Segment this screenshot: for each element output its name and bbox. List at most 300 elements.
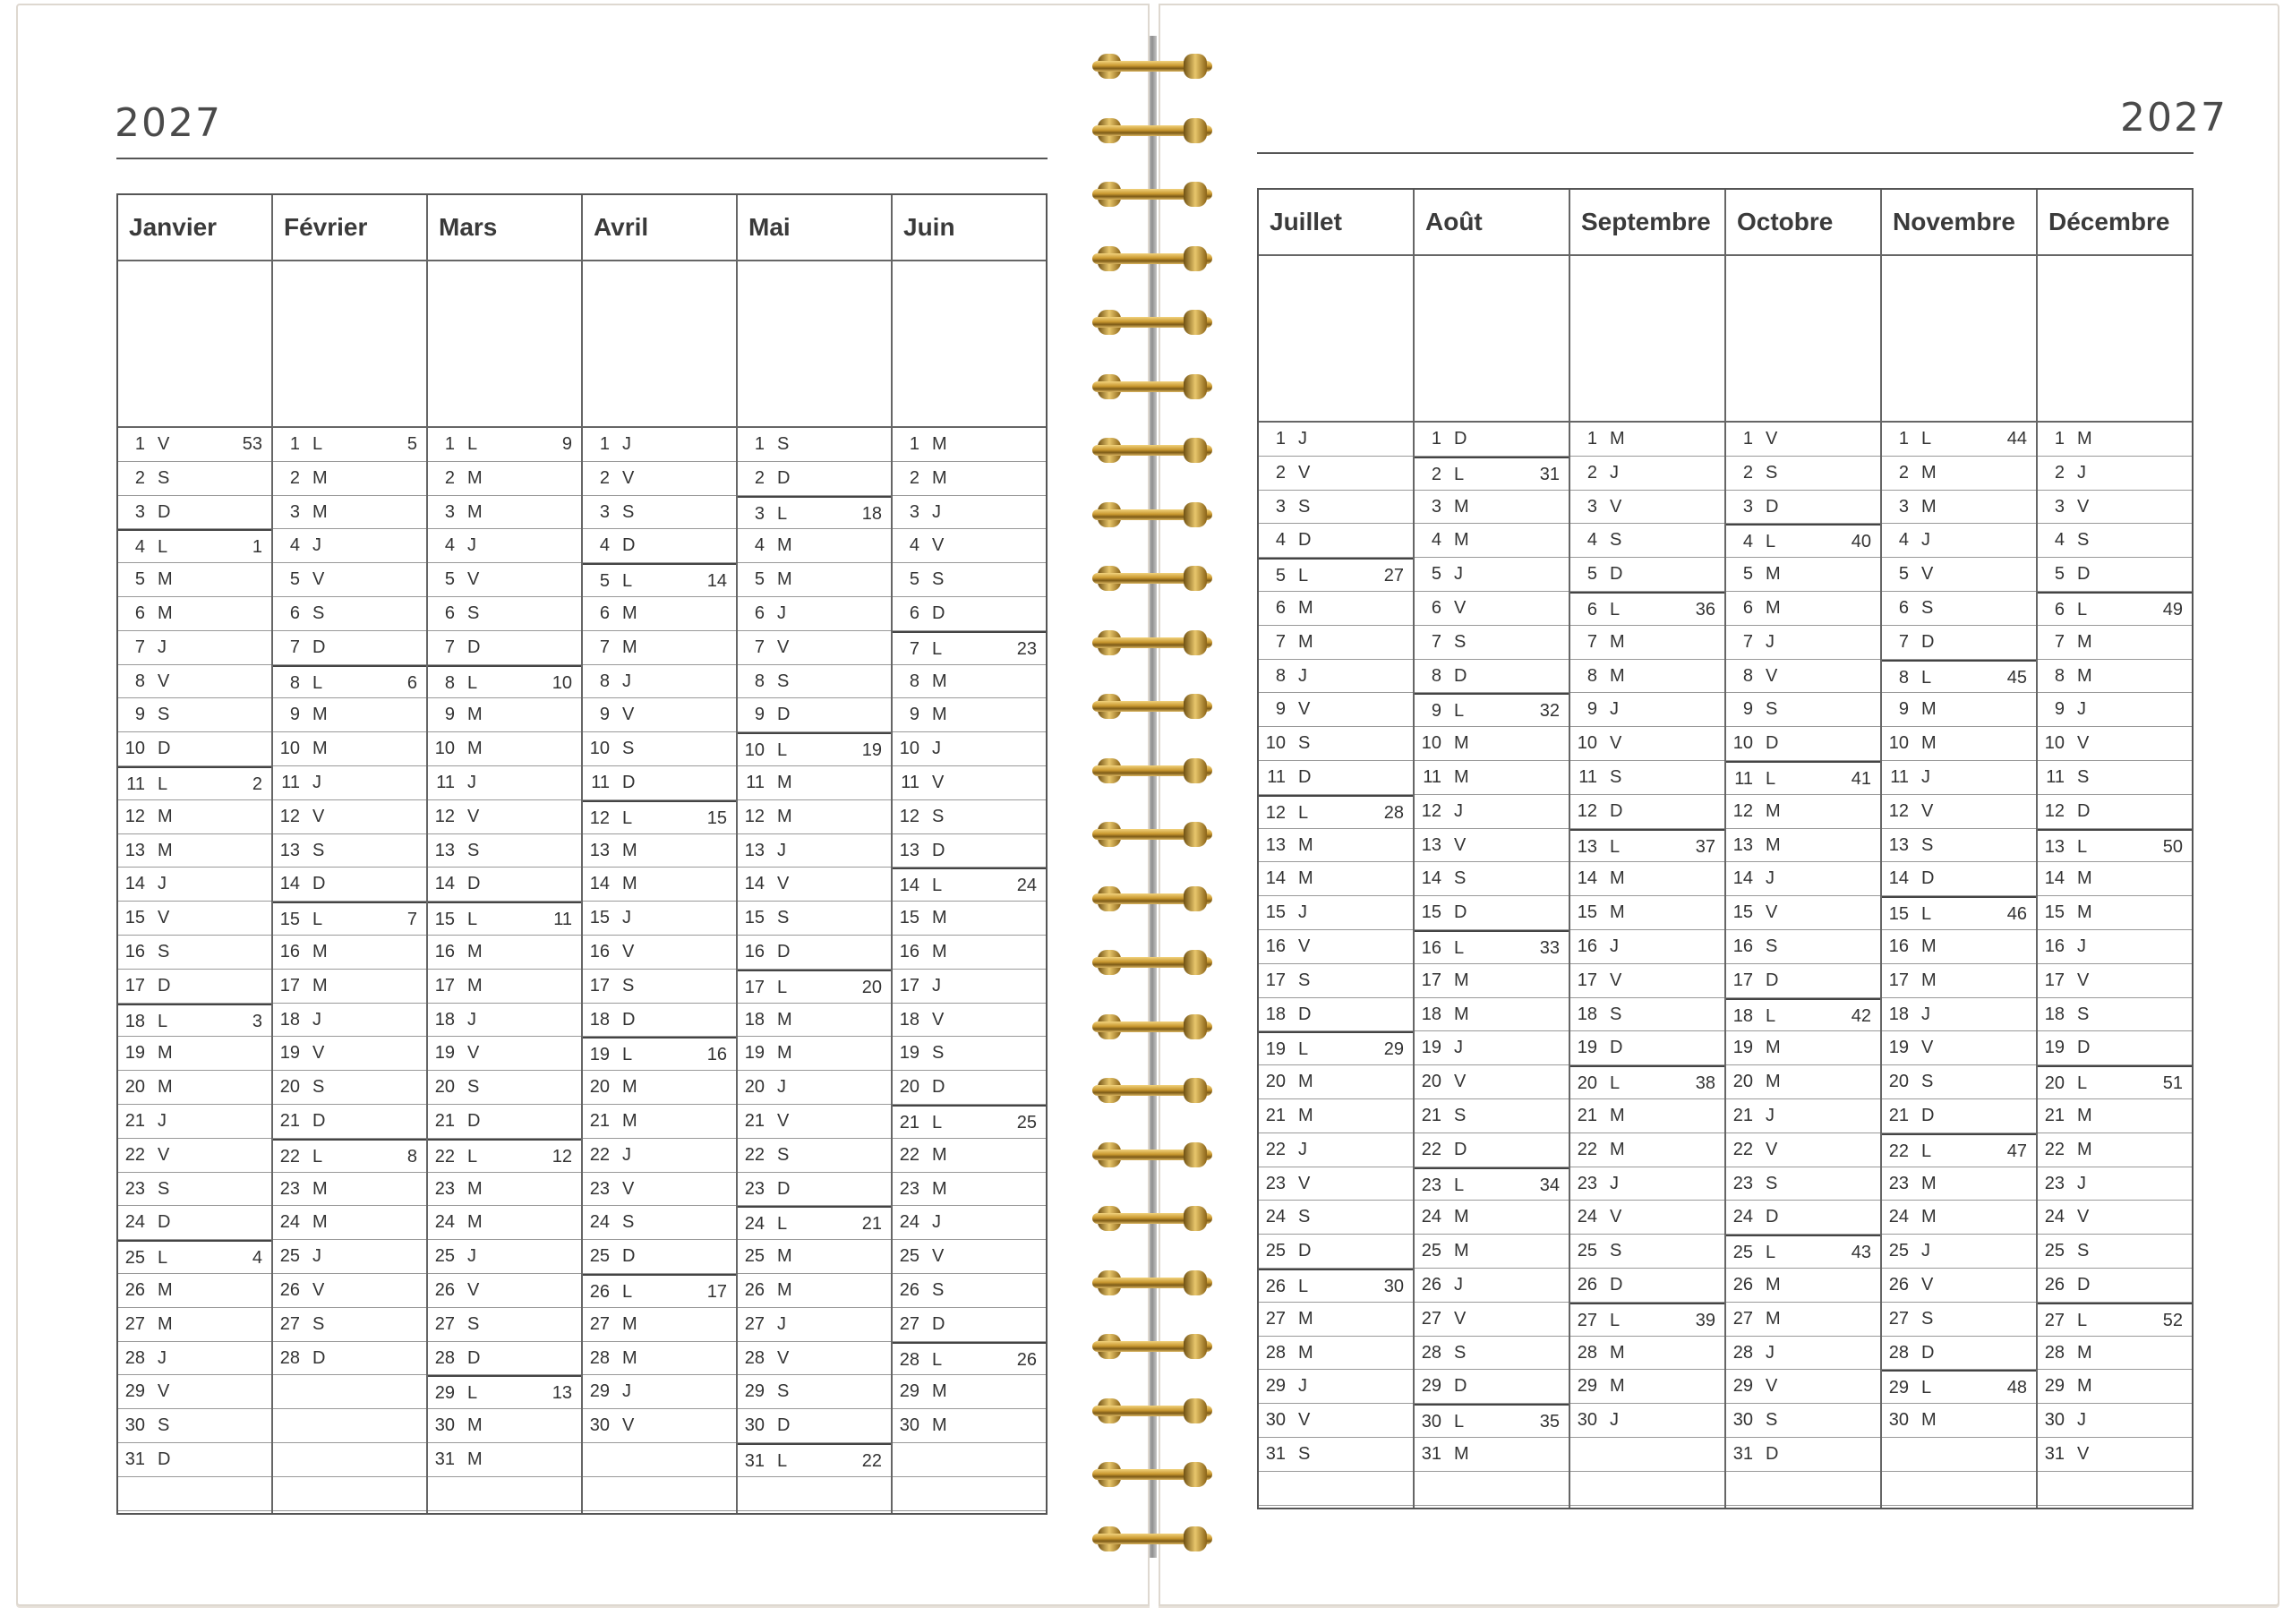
day-number: 3: [909, 501, 919, 522]
month-name: Octobre: [1726, 190, 1880, 256]
weekday-letter: L: [1921, 429, 1932, 449]
spiral-ring: [1092, 374, 1212, 399]
weekday-letter: S: [158, 467, 170, 488]
weekday-letter: D: [1298, 1004, 1312, 1024]
day-row: [118, 631, 271, 665]
day-number: 7: [1898, 631, 1909, 652]
day-row: [273, 868, 426, 902]
day-row: [1415, 1438, 1569, 1472]
day-row: [1882, 862, 2036, 896]
day-number: 3: [1431, 496, 1441, 517]
day-row: [118, 800, 271, 834]
month-name: Juin: [893, 195, 1046, 261]
weekday-letter: M: [1921, 733, 1937, 754]
weekday-letter: M: [1766, 1072, 1781, 1092]
day-row: [273, 902, 426, 936]
day-number: 1: [909, 434, 919, 454]
weekday-letter: M: [1921, 699, 1937, 720]
weekday-letter: L: [2077, 1073, 2088, 1094]
day-number: 9: [1275, 699, 1286, 720]
day-row: [1882, 1167, 2036, 1201]
day-number: 8: [599, 671, 610, 691]
weekday-letter: M: [777, 1043, 792, 1064]
weekday-letter: M: [1454, 766, 1469, 787]
day-number: 4: [1586, 530, 1597, 551]
week-number: 2: [252, 774, 262, 794]
day-row: [1570, 626, 1724, 660]
day-number: 29: [2044, 1376, 2065, 1397]
week-number: 52: [2162, 1310, 2183, 1330]
month-notes-area[interactable]: [2038, 256, 2192, 423]
day-row: [583, 1071, 736, 1105]
day-number: 24: [1265, 1207, 1286, 1227]
weekday-letter: L: [1454, 1175, 1465, 1195]
weekday-letter: S: [622, 501, 635, 522]
day-row: [1415, 896, 1569, 930]
weekday-letter: J: [1298, 1376, 1307, 1397]
day-row: [1259, 491, 1413, 525]
weekday-letter: V: [158, 434, 170, 454]
weekday-letter: D: [1766, 1443, 1779, 1464]
day-number: 10: [1732, 733, 1753, 754]
day-number: 17: [744, 977, 765, 997]
weekday-letter: M: [158, 1279, 173, 1300]
weekday-letter: M: [2077, 429, 2092, 449]
day-number: 24: [1577, 1207, 1597, 1227]
day-number: 16: [589, 941, 610, 962]
month-column: [1726, 190, 1882, 1508]
day-row: [583, 698, 736, 732]
day-row: [273, 834, 426, 868]
weekday-letter: M: [777, 772, 792, 792]
day-number: 21: [1732, 1105, 1753, 1125]
day-row: [2038, 660, 2192, 694]
weekday-letter: V: [777, 1347, 790, 1368]
weekday-letter: D: [932, 1313, 945, 1334]
day-number: 8: [1742, 665, 1753, 686]
day-row: [428, 1105, 581, 1139]
weekday-letter: M: [932, 941, 947, 962]
week-number: 48: [2006, 1378, 2027, 1398]
weekday-letter: L: [1610, 836, 1621, 857]
weekday-letter: D: [777, 705, 791, 725]
day-row: [893, 732, 1046, 766]
week-number: 34: [1539, 1175, 1560, 1195]
day-row: [118, 902, 271, 936]
day-number: 20: [279, 1077, 300, 1098]
month-name: Septembre: [1570, 190, 1724, 256]
day-number: 11: [1734, 768, 1753, 789]
weekday-letter: S: [1766, 1173, 1778, 1193]
day-row: [583, 1173, 736, 1207]
day-number: 1: [1586, 429, 1597, 449]
empty-row: [2038, 1472, 2192, 1506]
weekday-letter: D: [158, 1449, 171, 1469]
month-notes-area[interactable]: [273, 261, 426, 428]
day-number: 18: [2044, 1004, 2065, 1024]
day-number: 6: [909, 603, 919, 623]
month-column: [1570, 190, 1726, 1508]
day-row: [1570, 998, 1724, 1032]
day-row: [893, 496, 1046, 530]
day-row: [273, 800, 426, 834]
week-number: 4: [252, 1248, 262, 1269]
day-row: [428, 800, 581, 834]
day-number: 2: [134, 467, 145, 488]
weekday-letter: M: [777, 806, 792, 826]
day-number: 24: [1421, 1207, 1441, 1227]
day-row: [428, 428, 581, 462]
weekday-letter: J: [622, 671, 631, 691]
weekday-letter: V: [622, 1178, 635, 1199]
day-row: [273, 970, 426, 1004]
weekday-letter: V: [1298, 462, 1311, 483]
day-number: 3: [1586, 496, 1597, 517]
day-row: [1415, 1133, 1569, 1167]
weekday-letter: M: [932, 671, 947, 691]
day-number: 4: [2054, 530, 2065, 551]
day-number: 30: [2044, 1410, 2065, 1431]
day-row: [583, 428, 736, 462]
weekday-letter: M: [1766, 597, 1781, 618]
weekday-letter: M: [312, 1178, 328, 1199]
day-row: [118, 1308, 271, 1342]
day-row: [1882, 1133, 2036, 1167]
day-number: 16: [279, 941, 300, 962]
day-number: 13: [589, 840, 610, 860]
day-row: [1882, 795, 2036, 829]
day-number: 8: [289, 672, 300, 693]
weekday-letter: D: [158, 739, 171, 759]
day-row: [1415, 829, 1569, 863]
year-underline-left: [116, 158, 1048, 159]
weekday-letter: S: [1454, 868, 1467, 889]
week-number: 32: [1539, 701, 1560, 722]
day-row: [428, 1004, 581, 1038]
day-number: 12: [434, 806, 455, 826]
week-number: 16: [706, 1045, 727, 1065]
weekday-letter: V: [1454, 1308, 1467, 1329]
spiral-ring: [1092, 566, 1212, 591]
day-row: [738, 732, 891, 766]
day-row: [273, 1240, 426, 1274]
weekday-letter: S: [777, 671, 790, 691]
weekday-letter: V: [1454, 1072, 1467, 1092]
day-row: [1726, 1031, 1880, 1065]
day-number: 16: [1577, 936, 1597, 956]
weekday-letter: M: [1921, 936, 1937, 956]
day-number: 7: [2054, 631, 2065, 652]
day-number: 14: [434, 874, 455, 894]
weekday-letter: V: [1921, 564, 1934, 585]
weekday-letter: L: [312, 910, 323, 930]
month-name: Mai: [738, 195, 891, 261]
weekday-letter: J: [1921, 1241, 1930, 1261]
empty-row: [273, 1443, 426, 1477]
day-number: 16: [1732, 936, 1753, 956]
day-number: 19: [589, 1045, 610, 1065]
week-number: 51: [2162, 1073, 2183, 1094]
week-number: 23: [1016, 638, 1037, 659]
weekday-letter: L: [158, 537, 168, 558]
weekday-letter: D: [932, 840, 945, 860]
weekday-letter: S: [932, 569, 945, 590]
weekday-letter: M: [622, 603, 637, 623]
week-number: 49: [2162, 599, 2183, 620]
day-row: [2038, 1337, 2192, 1371]
weekday-letter: J: [777, 603, 786, 623]
day-row: [1726, 896, 1880, 930]
spiral-ring: [1092, 1078, 1212, 1103]
day-row: [1726, 1099, 1880, 1133]
day-number: 27: [744, 1313, 765, 1334]
day-number: 28: [1888, 1342, 1909, 1363]
day-row: [1882, 930, 2036, 964]
month-notes-area[interactable]: [1415, 256, 1569, 423]
weekday-letter: S: [467, 1313, 480, 1334]
weekday-letter: V: [777, 874, 790, 894]
month-name: Novembre: [1882, 190, 2036, 256]
weekday-letter: M: [1766, 1038, 1781, 1058]
day-row: [1415, 862, 1569, 896]
day-row: [893, 1240, 1046, 1274]
month-notes-area[interactable]: [1570, 256, 1724, 423]
day-row: [1882, 964, 2036, 998]
day-row: [428, 936, 581, 970]
weekday-letter: L: [1454, 464, 1465, 484]
empty-row: [428, 1477, 581, 1511]
day-number: 26: [124, 1279, 145, 1300]
day-row: [738, 834, 891, 868]
day-number: 25: [279, 1246, 300, 1267]
weekday-letter: M: [932, 1178, 947, 1199]
weekday-letter: J: [622, 1381, 631, 1402]
day-row: [428, 868, 581, 902]
day-number: 19: [1265, 1039, 1286, 1060]
day-number: 3: [444, 501, 455, 522]
month-name: Janvier: [118, 195, 271, 261]
day-row: [1415, 964, 1569, 998]
month-notes-area[interactable]: [1259, 256, 1413, 423]
day-row: [893, 1342, 1046, 1376]
day-number: 28: [2044, 1342, 2065, 1363]
weekday-letter: D: [1610, 564, 1623, 585]
day-row: [118, 529, 271, 563]
day-number: 13: [1265, 834, 1286, 855]
day-row: [118, 970, 271, 1004]
weekday-letter: V: [932, 772, 945, 792]
day-row: [1415, 1031, 1569, 1065]
day-number: 21: [1888, 1105, 1909, 1125]
day-number: 30: [899, 1415, 919, 1436]
day-number: 3: [134, 501, 145, 522]
day-number: 10: [1888, 733, 1909, 754]
day-row: [1726, 558, 1880, 592]
day-number: 5: [1898, 564, 1909, 585]
day-row: [1570, 896, 1724, 930]
day-number: 19: [744, 1043, 765, 1064]
day-row: [118, 428, 271, 462]
day-number: 2: [289, 467, 300, 488]
day-number: 26: [589, 1281, 610, 1302]
weekday-letter: S: [1298, 733, 1311, 754]
month-notes-area[interactable]: [1726, 256, 1880, 423]
weekday-letter: M: [158, 1313, 173, 1334]
day-row: [1259, 1065, 1413, 1099]
day-row: [1259, 660, 1413, 694]
day-row: [1882, 558, 2036, 592]
day-number: 23: [1577, 1173, 1597, 1193]
day-number: 24: [589, 1212, 610, 1233]
day-number: 28: [589, 1347, 610, 1368]
spiral-ring: [1092, 950, 1212, 975]
day-number: 30: [434, 1415, 455, 1436]
day-number: 30: [1421, 1412, 1441, 1432]
weekday-letter: M: [622, 1077, 637, 1098]
weekday-letter: M: [467, 1449, 483, 1469]
day-row: [893, 970, 1046, 1004]
weekday-letter: L: [1921, 904, 1932, 925]
weekday-letter: V: [312, 1043, 325, 1064]
day-row: [1259, 998, 1413, 1032]
month-notes-area[interactable]: [118, 261, 271, 428]
day-row: [1570, 1099, 1724, 1133]
day-number: 18: [1577, 1004, 1597, 1024]
month-notes-area[interactable]: [893, 261, 1046, 428]
day-row: [1259, 1099, 1413, 1133]
weekday-letter: J: [932, 975, 941, 996]
day-number: 26: [434, 1279, 455, 1300]
day-number: 7: [289, 637, 300, 657]
day-row: [273, 1173, 426, 1207]
day-number: 11: [746, 772, 765, 792]
weekday-letter: M: [467, 739, 483, 759]
day-row: [893, 428, 1046, 462]
day-row: [428, 834, 581, 868]
day-number: 9: [2054, 699, 2065, 720]
weekday-letter: J: [1610, 1173, 1619, 1193]
day-number: 7: [599, 637, 610, 657]
day-row: [428, 732, 581, 766]
day-row: [2038, 592, 2192, 626]
day-row: [273, 766, 426, 800]
weekday-letter: D: [1298, 766, 1312, 787]
day-number: 9: [1898, 699, 1909, 720]
day-number: 22: [899, 1144, 919, 1165]
day-row: [428, 1375, 581, 1409]
day-row: [428, 1139, 581, 1173]
spiral-ring: [1092, 438, 1212, 463]
day-row: [1570, 592, 1724, 626]
day-number: 2: [1586, 462, 1597, 483]
day-number: 21: [2044, 1105, 2065, 1125]
weekday-letter: L: [312, 1146, 323, 1167]
day-number: 29: [1888, 1378, 1909, 1398]
day-number: 23: [1265, 1173, 1286, 1193]
weekday-letter: S: [1766, 936, 1778, 956]
month-notes-area[interactable]: [1882, 256, 2036, 423]
day-number: 2: [599, 467, 610, 488]
day-row: [1726, 660, 1880, 694]
day-number: 25: [1577, 1241, 1597, 1261]
day-number: 9: [599, 705, 610, 725]
empty-row: [1570, 1472, 1724, 1506]
day-number: 18: [1888, 1004, 1909, 1024]
week-number: 45: [2006, 667, 2027, 688]
day-row: [428, 766, 581, 800]
weekday-letter: M: [312, 941, 328, 962]
day-number: 22: [1577, 1139, 1597, 1159]
weekday-letter: S: [1766, 462, 1778, 483]
day-number: 16: [124, 941, 145, 962]
day-number: 7: [1586, 631, 1597, 652]
day-row: [428, 529, 581, 563]
weekday-letter: M: [1454, 1004, 1469, 1024]
day-number: 18: [744, 1009, 765, 1030]
day-row: [273, 732, 426, 766]
day-row: [2038, 1133, 2192, 1167]
weekday-letter: V: [2077, 496, 2090, 517]
weekday-letter: M: [2077, 631, 2092, 652]
weekday-letter: M: [1298, 631, 1313, 652]
day-number: 30: [1732, 1410, 1753, 1431]
weekday-letter: J: [777, 840, 786, 860]
day-row: [1882, 829, 2036, 863]
day-number: 21: [434, 1110, 455, 1131]
day-row: [428, 1443, 581, 1477]
weekday-letter: M: [1454, 733, 1469, 754]
day-number: 13: [1732, 834, 1753, 855]
month-notes-area[interactable]: [738, 261, 891, 428]
day-number: 17: [1577, 970, 1597, 990]
weekday-letter: D: [1766, 496, 1779, 517]
day-row: [738, 1274, 891, 1308]
day-number: 28: [899, 1349, 919, 1370]
day-row: [1415, 1167, 1569, 1201]
day-row: [273, 1342, 426, 1376]
day-row: [1726, 1269, 1880, 1303]
day-row: [118, 1342, 271, 1376]
weekday-letter: M: [1610, 868, 1625, 889]
weekday-letter: S: [1766, 1410, 1778, 1431]
day-row: [428, 1308, 581, 1342]
weekday-letter: V: [1298, 699, 1311, 720]
weekday-letter: J: [1454, 1038, 1463, 1058]
month-notes-area[interactable]: [428, 261, 581, 428]
month-notes-area[interactable]: [583, 261, 736, 428]
day-row: [1726, 1167, 1880, 1201]
week-number: 13: [552, 1383, 572, 1404]
day-number: 17: [899, 975, 919, 996]
weekday-letter: L: [1298, 566, 1309, 586]
day-row: [738, 902, 891, 936]
right-page: [1159, 4, 2279, 1606]
day-number: 30: [1265, 1410, 1286, 1431]
day-number: 15: [2044, 902, 2065, 923]
day-number: 7: [1275, 631, 1286, 652]
day-number: 17: [1265, 970, 1286, 990]
day-number: 1: [754, 434, 765, 454]
day-number: 22: [589, 1144, 610, 1165]
spiral-ring: [1092, 1462, 1212, 1487]
day-number: 18: [1732, 1005, 1753, 1026]
weekday-letter: J: [2077, 936, 2086, 956]
day-number: 31: [1732, 1443, 1753, 1464]
weekday-letter: V: [1921, 800, 1934, 821]
day-row: [583, 1375, 736, 1409]
day-row: [1882, 896, 2036, 930]
weekday-letter: L: [1454, 937, 1465, 958]
